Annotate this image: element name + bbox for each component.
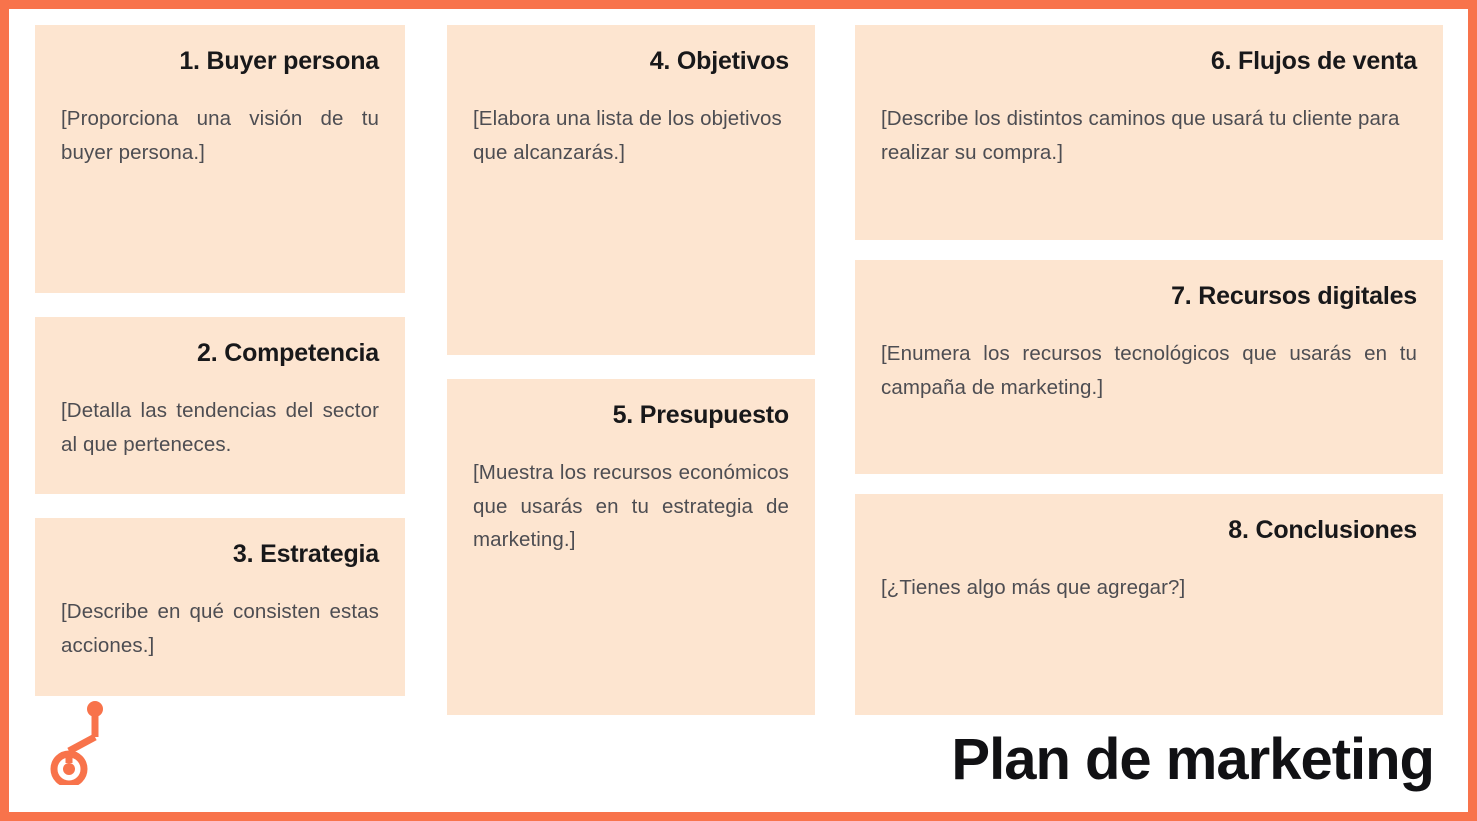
card-body: [Proporciona una visión de tu buyer persona.]	[61, 106, 379, 164]
card-heading: 3. Estrategia	[232, 540, 379, 568]
card-heading: 5. Presupuesto	[612, 401, 789, 429]
card-flujos-de-venta	[855, 25, 1443, 240]
card-heading: 6. Flujos de venta	[1210, 47, 1417, 75]
card-heading: 4. Objetivos	[649, 47, 789, 75]
page-title: Plan de marketing	[951, 727, 1434, 792]
cards-grid	[35, 25, 1459, 715]
card-objetivos	[447, 25, 815, 355]
card-competencia	[35, 317, 405, 494]
card-conclusiones	[855, 494, 1443, 715]
card-heading: 1. Buyer persona	[179, 47, 379, 75]
column-right	[855, 25, 1443, 715]
card-buyer-persona	[35, 25, 405, 293]
card-heading: 8. Conclusiones	[1228, 516, 1417, 544]
hubspot-sprocket-logo-icon	[33, 701, 117, 785]
card-estrategia	[35, 518, 405, 696]
card-body: [Detalla las tendencias del sector al que perteneces.	[61, 398, 379, 456]
card-body: [Enumera los recursos tecnológicos que usarás en tu campaña de marketing.]	[881, 341, 1417, 399]
card-presupuesto	[447, 379, 815, 715]
card-recursos-digitales	[855, 260, 1443, 474]
card-body: [Describe los distintos caminos que usará tu cliente para realizar su compra.]	[881, 106, 1400, 164]
column-left	[35, 25, 405, 715]
footer	[9, 693, 1468, 803]
card-body: [Elabora una lista de los objetivos que alcanzarás.]	[473, 106, 782, 164]
card-heading: 2. Competencia	[197, 339, 379, 367]
card-body: [Describe en qué consisten estas acciones.]	[61, 599, 379, 657]
card-body: [¿Tienes algo más que agregar?]	[881, 575, 1186, 599]
column-middle	[447, 25, 815, 715]
card-body: [Muestra los recursos económicos que usarás en tu estrategia de marketing.]	[473, 460, 789, 552]
card-heading: 7. Recursos digitales	[1171, 282, 1417, 310]
